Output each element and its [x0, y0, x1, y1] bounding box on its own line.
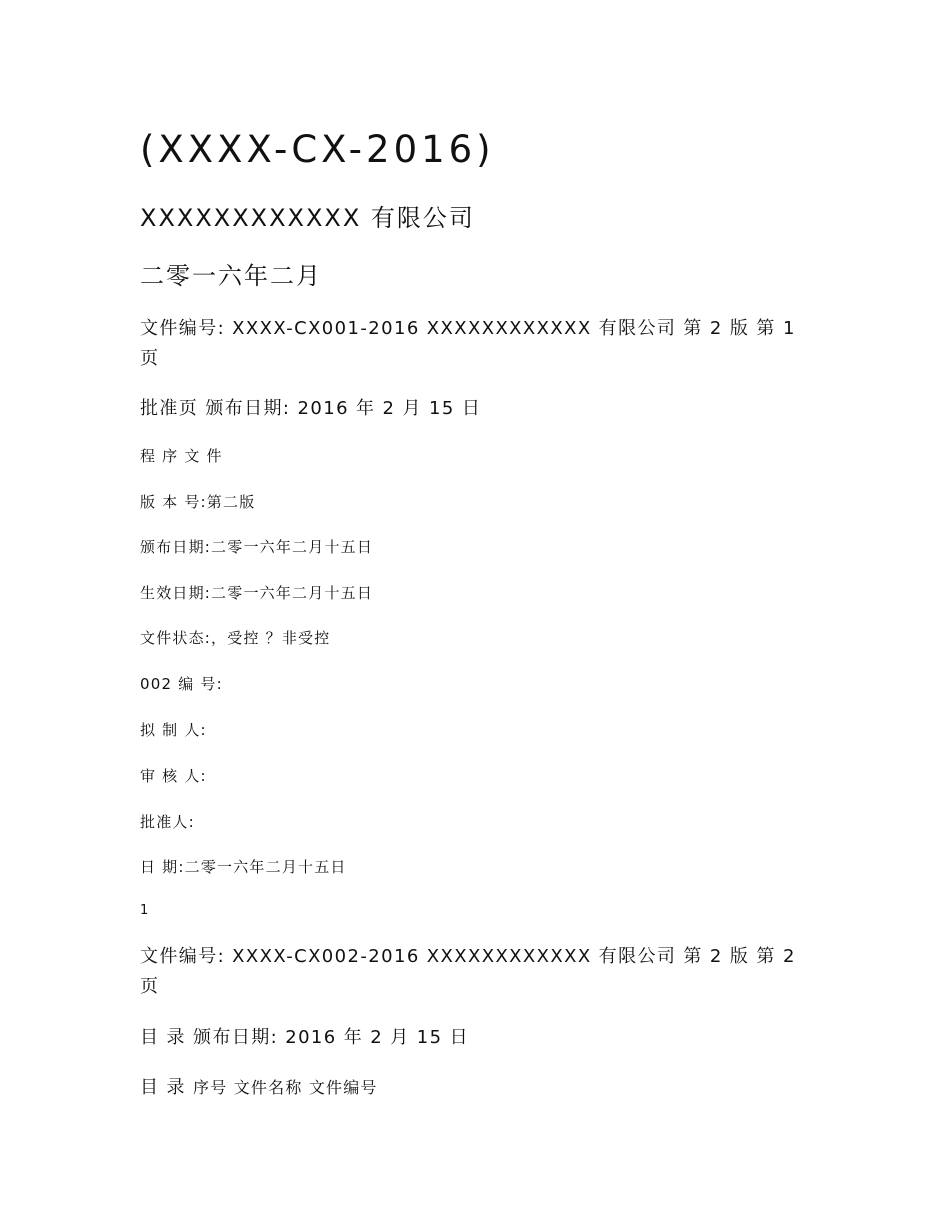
effective-date-field: 生效日期:二零一六年二月十五日 [140, 584, 374, 602]
page1-header: 文件编号: XXXX-CX001-2016 XXXXXXXXXXXX 有限公司 第 2 版 第 1 页 [140, 318, 796, 369]
date-field: 日 期:二零一六年二月十五日 [140, 858, 347, 876]
reviewer-field: 审 核 人: [140, 767, 207, 785]
document-type: 程 序 文 件 [140, 447, 223, 465]
drafter-field: 拟 制 人: [140, 721, 207, 739]
document-code-title: (XXXX-CX-2016) [140, 128, 495, 171]
version-field: 版 本 号:第二版 [140, 493, 256, 511]
page-number: 1 [140, 903, 149, 918]
issue-month: 二零一六年二月 [140, 262, 322, 290]
document-status-field: 文件状态:，受控 ？非受控 [140, 629, 331, 647]
toc-column-header [140, 1073, 378, 1103]
issue-date-field: 颁布日期:二零一六年二月十五日 [140, 538, 374, 556]
page2-header: 文件编号: XXXX-CX002-2016 XXXXXXXXXXXX 有限公司 第 2 版 第 2 页 [140, 946, 796, 997]
approval-page-line: 批准页 颁布日期: 2016 年 2 月 15 日 [140, 398, 482, 419]
number-field: 002 编 号: [140, 675, 223, 693]
toc-heading: 目 录 [140, 1077, 186, 1098]
approver-field: 批准人: [140, 813, 195, 831]
toc-columns: 序号 文件名称 文件编号 [193, 1078, 378, 1097]
company-name: XXXXXXXXXXXX 有限公司 [140, 204, 475, 232]
toc-date-line: 目 录 颁布日期: 2016 年 2 月 15 日 [140, 1027, 470, 1048]
